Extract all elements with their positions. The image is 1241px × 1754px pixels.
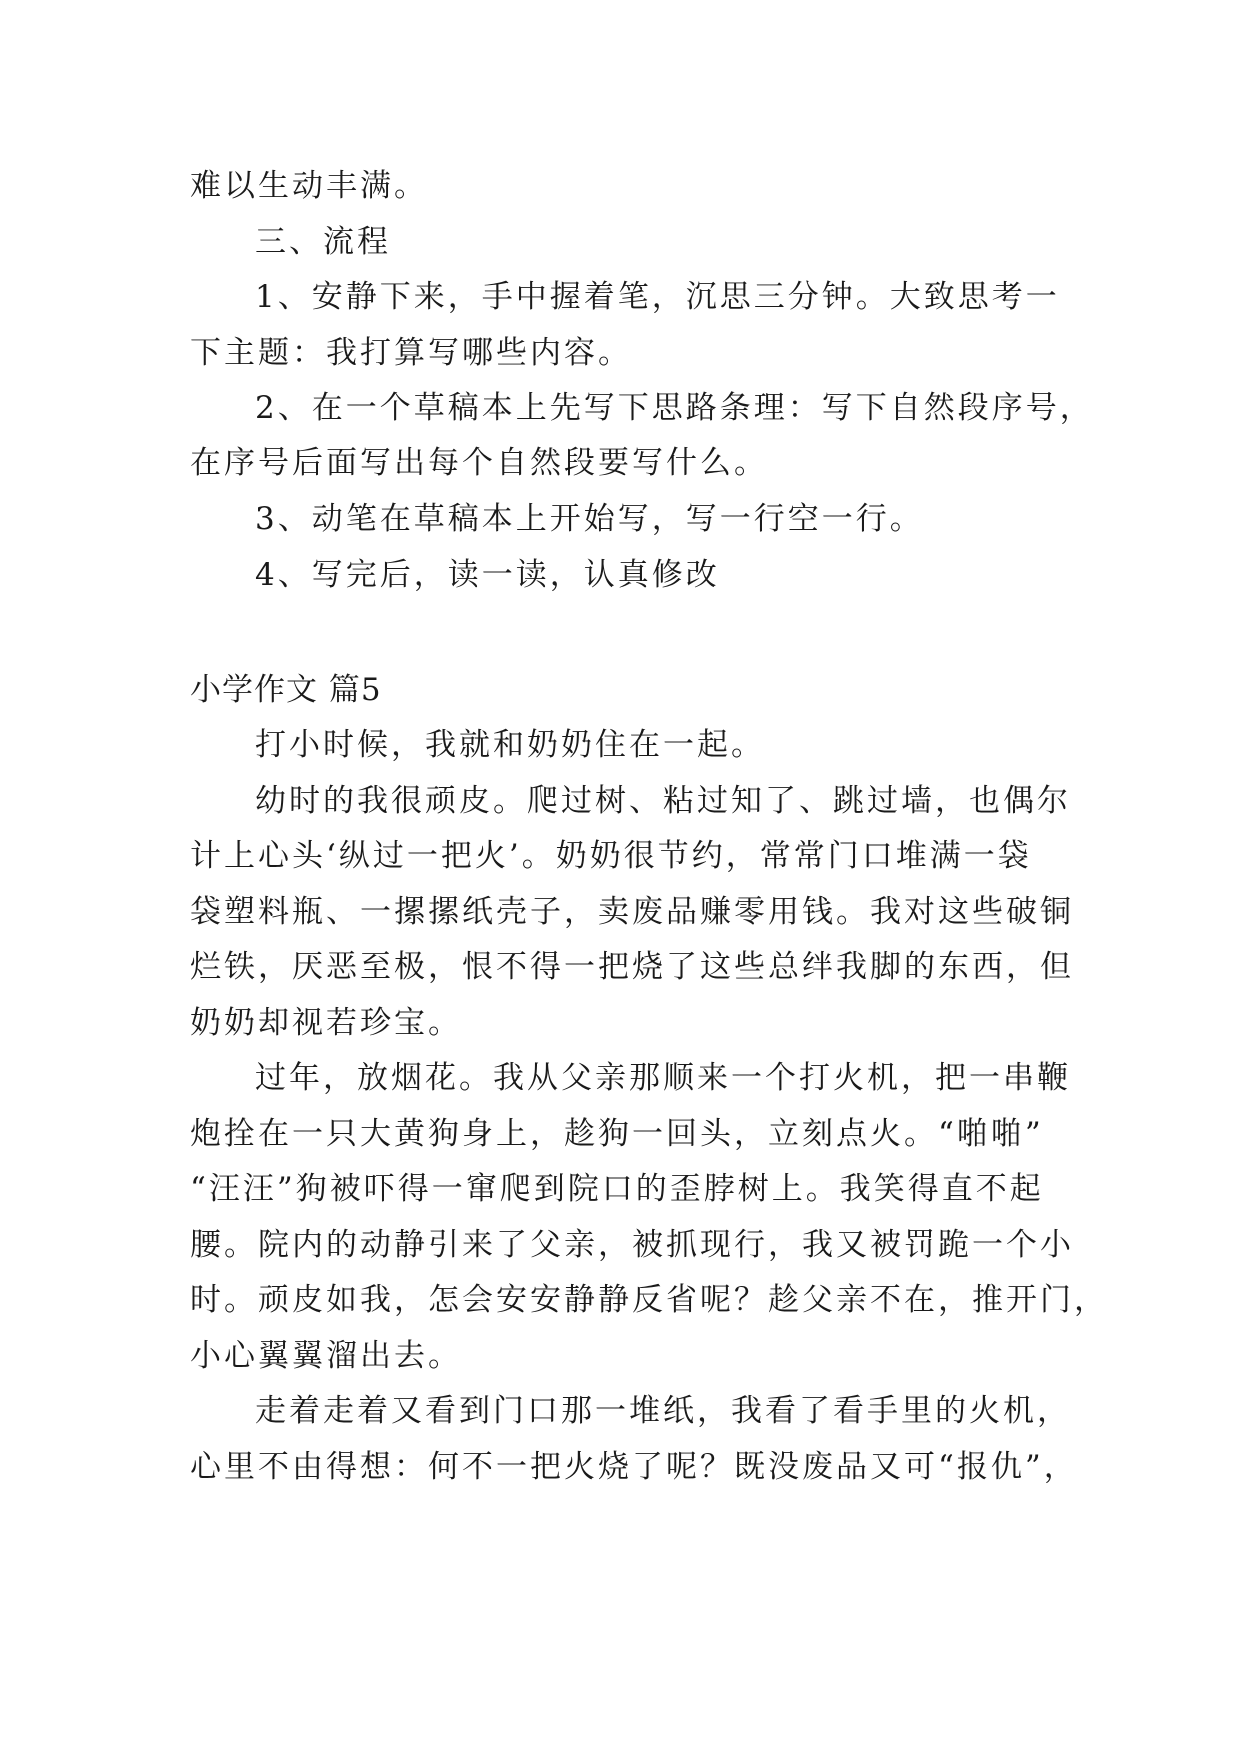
- paragraph-line: 腰。院内的动静引来了父亲，被抓现行，我又被罚跪一个小: [190, 1227, 1074, 1263]
- paragraph-line: 1、安静下来，手中握着笔，沉思三分钟。大致思考一: [255, 279, 1060, 315]
- essay-title: 小学作文 篇5: [190, 672, 382, 708]
- paragraph-line: 走着走着又看到门口那一堆纸，我看了看手里的火机，: [255, 1393, 1071, 1429]
- paragraph-line: 心里不由得想：何不一把火烧了呢？既没废品又可“报仇”，: [190, 1449, 1078, 1485]
- paragraph-line: 袋塑料瓶、一摞摞纸壳子，卖废品赚零用钱。我对这些破铜: [190, 894, 1074, 930]
- paragraph-line: 炮拴在一只大黄狗身上，趁狗一回头，立刻点火。“啪啪”: [190, 1116, 1044, 1152]
- paragraph-line: 过年，放烟花。我从父亲那顺来一个打火机，把一串鞭: [255, 1060, 1071, 1096]
- paragraph-line: 烂铁，厌恶至极，恨不得一把烧了这些总绊我脚的东西，但: [190, 949, 1074, 985]
- paragraph-line: 时。顽皮如我，怎会安安静静反省呢？趁父亲不在，推开门，: [190, 1282, 1108, 1318]
- paragraph-line: “汪汪”狗被吓得一窜爬到院口的歪脖树上。我笑得直不起: [190, 1171, 1044, 1207]
- paragraph-line: 3、动笔在草稿本上开始写，写一行空一行。: [255, 501, 924, 537]
- paragraph-line: 难以生动丰满。: [190, 168, 428, 204]
- paragraph-line: 奶奶却视若珍宝。: [190, 1005, 462, 1041]
- paragraph-line: 2、在一个草稿本上先写下思路条理：写下自然段序号，: [255, 390, 1094, 426]
- paragraph-line: 在序号后面写出每个自然段要写什么。: [190, 445, 768, 481]
- paragraph-line: 下主题：我打算写哪些内容。: [190, 335, 632, 371]
- paragraph-line: 4、写完后，读一读，认真修改: [255, 557, 720, 593]
- paragraph-line: 幼时的我很顽皮。爬过树、粘过知了、跳过墙，也偶尔: [255, 783, 1071, 819]
- paragraph-line: 小心翼翼溜出去。: [190, 1338, 462, 1374]
- section-heading: 三、流程: [255, 224, 391, 260]
- paragraph-line: 计上心头‘纵过一把火’。奶奶很节约，常常门口堆满一袋: [190, 838, 1032, 874]
- paragraph-line: 打小时候，我就和奶奶住在一起。: [255, 727, 765, 763]
